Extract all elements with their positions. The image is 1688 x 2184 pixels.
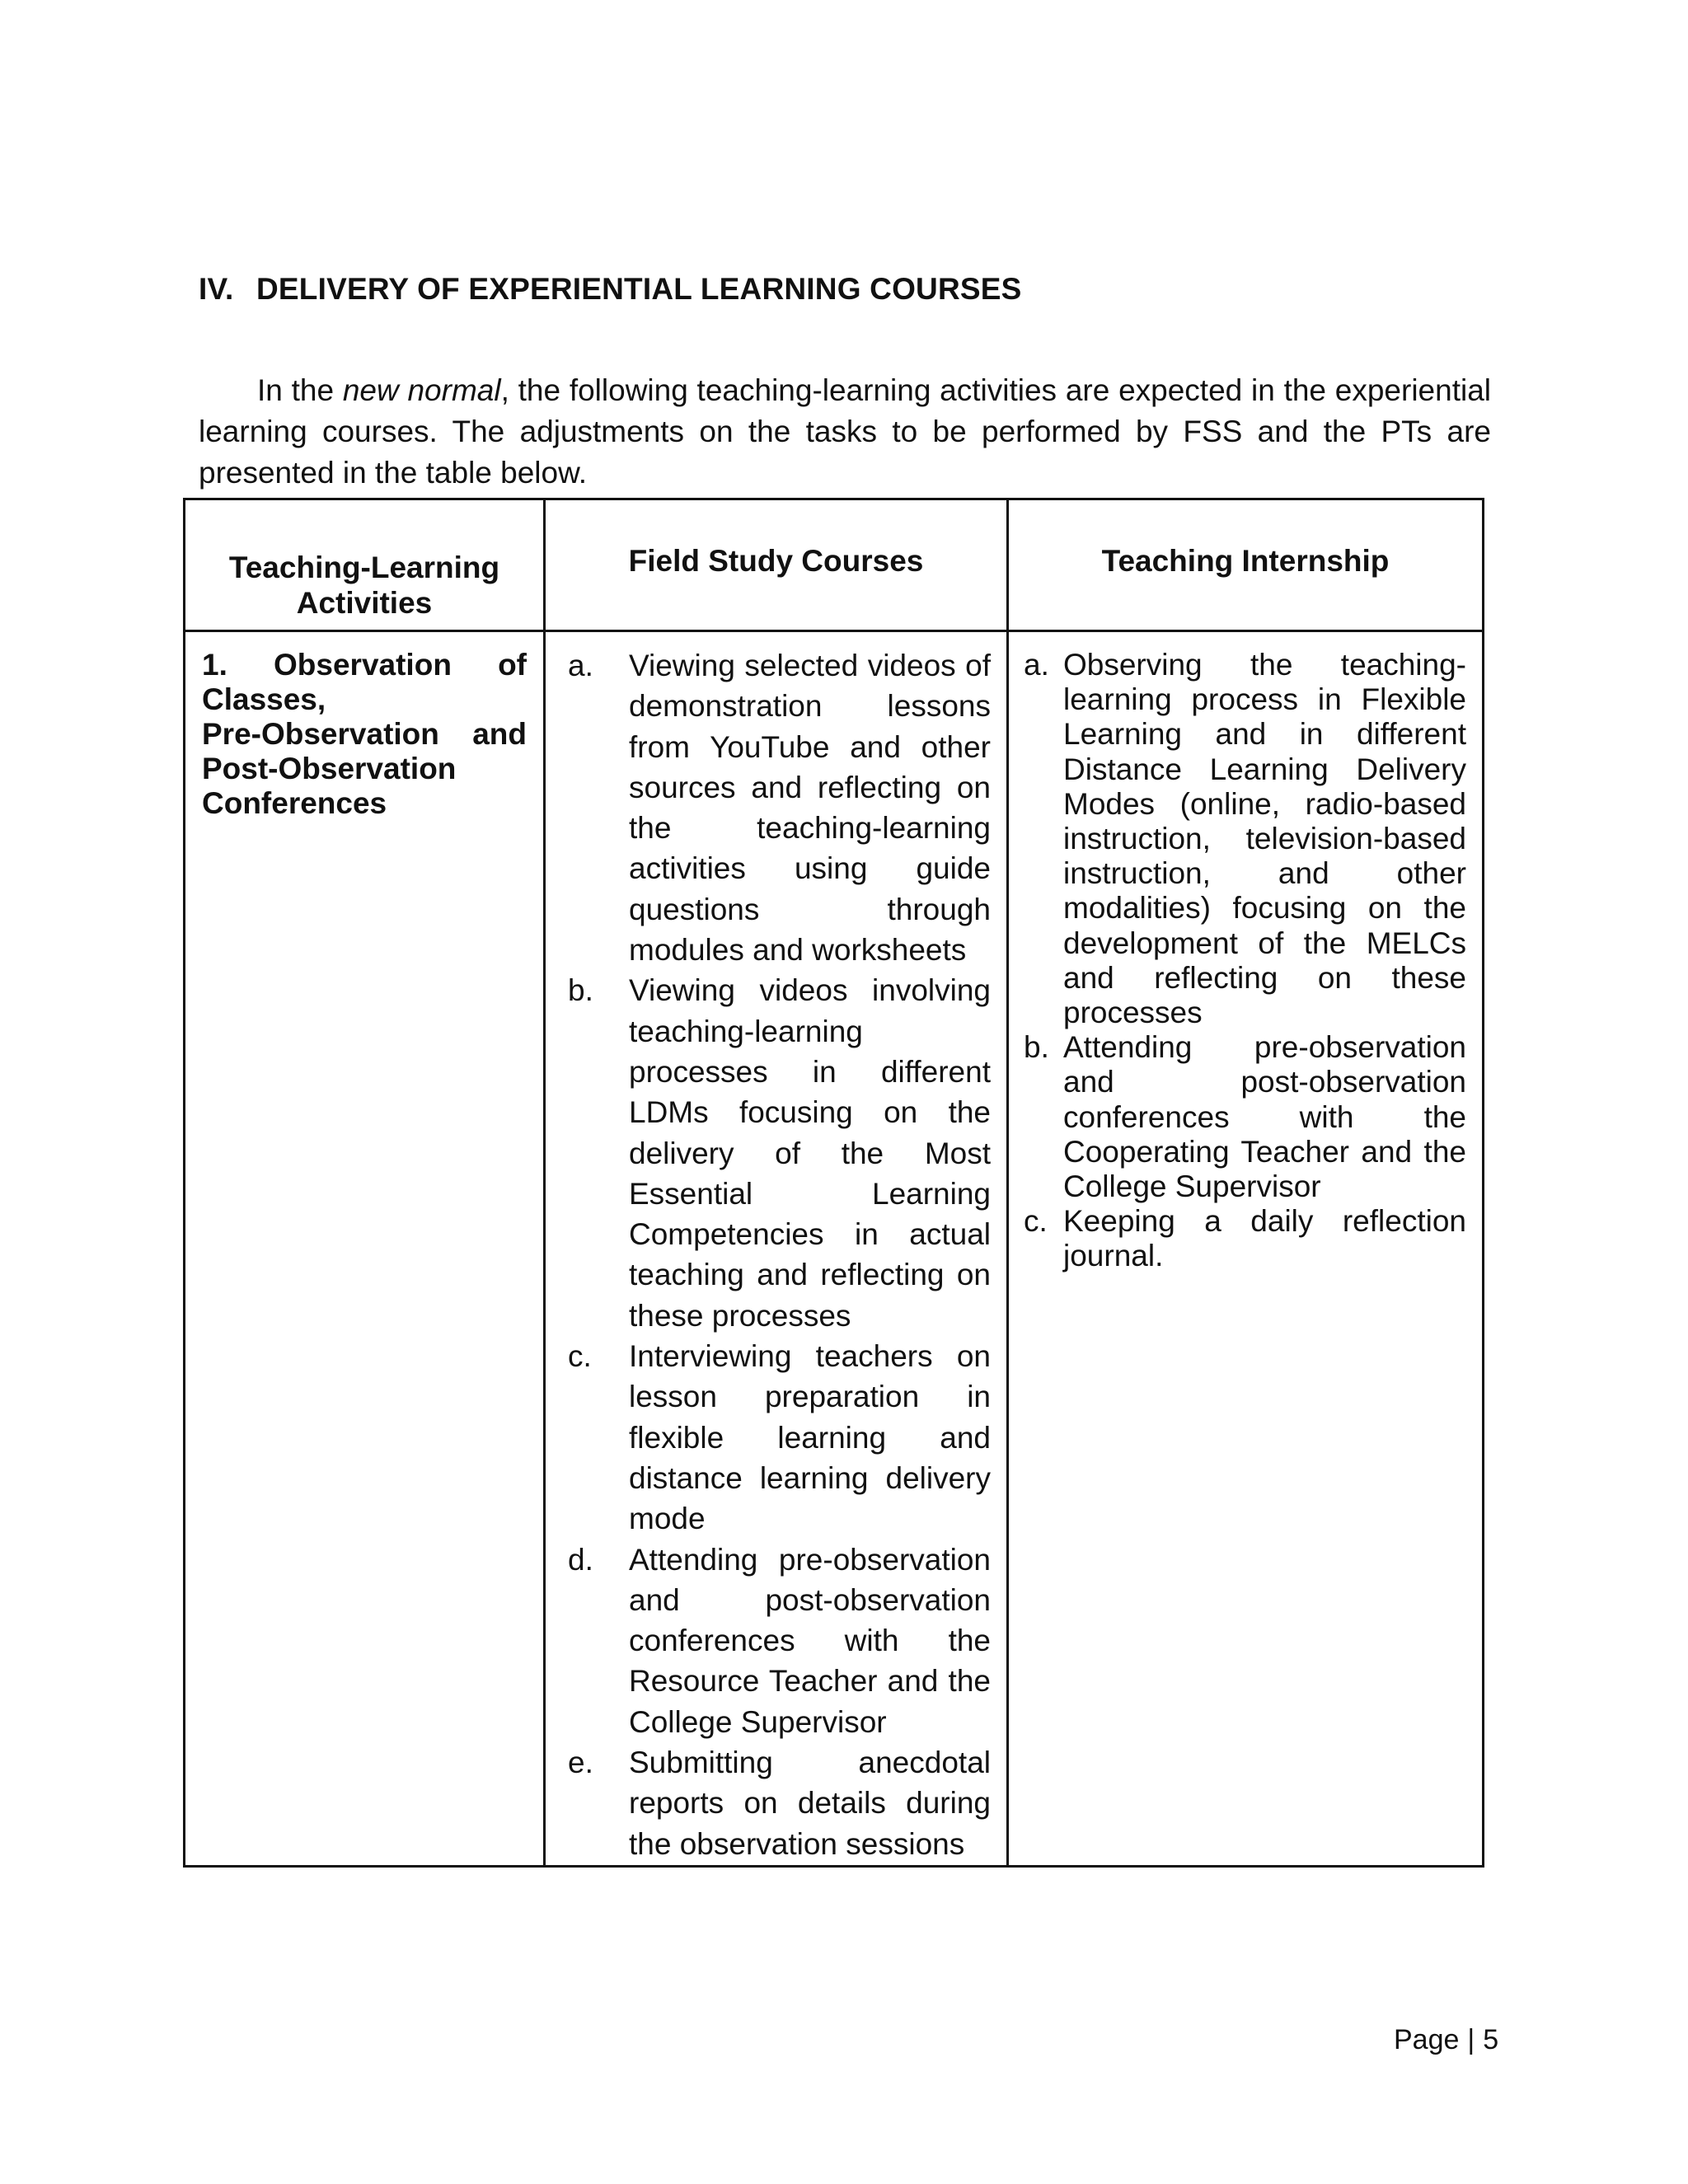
header-teaching-learning-activities: Teaching-Learning Activities bbox=[185, 499, 545, 631]
section-number: IV. bbox=[199, 272, 234, 306]
intro-text-after: , the following teaching-learning activities are expected in the experiential learning courses. The adjustments on the tasks to be performed by FSS and the PTs are presented in the table below. bbox=[199, 373, 1491, 490]
list-item-text: Attending pre-observation and post-observation conferences with the Cooperating Teacher and the College Supervisor bbox=[1063, 1030, 1466, 1204]
list-item bbox=[568, 970, 991, 1336]
intro-emphasis: new normal bbox=[342, 373, 501, 407]
list-item-text: Attending pre-observation and post-observation conferences with the Resource Teacher and the College Supervisor bbox=[629, 1542, 991, 1739]
activities-table bbox=[183, 498, 1484, 1868]
intro-paragraph bbox=[199, 370, 1491, 494]
header-field-study-courses: Field Study Courses bbox=[545, 499, 1008, 631]
table-header-row bbox=[185, 499, 1484, 631]
internship-list bbox=[1010, 633, 1481, 1274]
list-item-text: Interviewing teachers on lesson preparation in flexible learning and distance learning delivery mode bbox=[629, 1339, 991, 1536]
page-footer bbox=[1394, 2024, 1498, 2056]
activity-line: Classes, bbox=[202, 682, 326, 716]
list-marker: a. bbox=[1024, 648, 1049, 682]
list-marker: b. bbox=[568, 973, 593, 1008]
activity-title bbox=[186, 633, 542, 821]
activity-line: Post-Observation bbox=[202, 752, 457, 785]
list-item-text: Observing the teaching-learning process in Flexible Learning and in different Distance Learning Delivery Modes (online, radio-based instruction, television-based instruction, and other modalities) focusing on the development of the MELCs and reflecting on these processes bbox=[1063, 648, 1466, 1030]
list-item bbox=[568, 1742, 991, 1864]
internship-cell bbox=[1008, 631, 1484, 1867]
section-title: DELIVERY OF EXPERIENTIAL LEARNING COURSES bbox=[256, 272, 1022, 306]
page-number: 5 bbox=[1483, 2024, 1499, 2055]
intro-text-before: In the bbox=[257, 373, 343, 407]
list-item-text: Keeping a daily reflection journal. bbox=[1063, 1204, 1466, 1273]
list-item bbox=[1024, 1030, 1466, 1204]
header-teaching-internship: Teaching Internship bbox=[1008, 499, 1484, 631]
list-item bbox=[568, 1540, 991, 1742]
list-marker: c. bbox=[568, 1339, 592, 1374]
section-heading bbox=[199, 272, 1022, 307]
list-item bbox=[1024, 1204, 1466, 1273]
list-item-text: Submitting anecdotal reports on details during the observation sessions bbox=[629, 1746, 991, 1861]
list-item bbox=[568, 645, 991, 970]
field-study-cell bbox=[545, 631, 1008, 1867]
activity-line: Pre-Observation and bbox=[202, 717, 527, 751]
activity-line: Conferences bbox=[202, 786, 387, 820]
activity-line: 1. Observation of bbox=[202, 648, 527, 682]
page-label: Page bbox=[1394, 2024, 1460, 2055]
list-marker: d. bbox=[568, 1542, 593, 1577]
list-marker: b. bbox=[1024, 1030, 1049, 1065]
list-marker: c. bbox=[1024, 1204, 1048, 1239]
list-marker: e. bbox=[568, 1746, 593, 1780]
list-item bbox=[568, 1336, 991, 1539]
list-marker: a. bbox=[568, 649, 593, 682]
field-study-list bbox=[546, 633, 1006, 1864]
list-item bbox=[1024, 648, 1466, 1030]
list-item-text: Viewing selected videos of demonstration lessons from YouTube and other sources and reflecting on the teaching-learning activities using guide questions through modules and worksheets bbox=[629, 649, 991, 968]
list-item-text: Viewing videos involving teaching-learning processes in different LDMs focusing on the delivery of the Most Essential Learning Competencies in actual teaching and reflecting on these processes bbox=[629, 973, 991, 1333]
page-separator: | bbox=[1467, 2024, 1475, 2055]
activity-cell bbox=[185, 631, 545, 1867]
table-row bbox=[185, 631, 1484, 1867]
